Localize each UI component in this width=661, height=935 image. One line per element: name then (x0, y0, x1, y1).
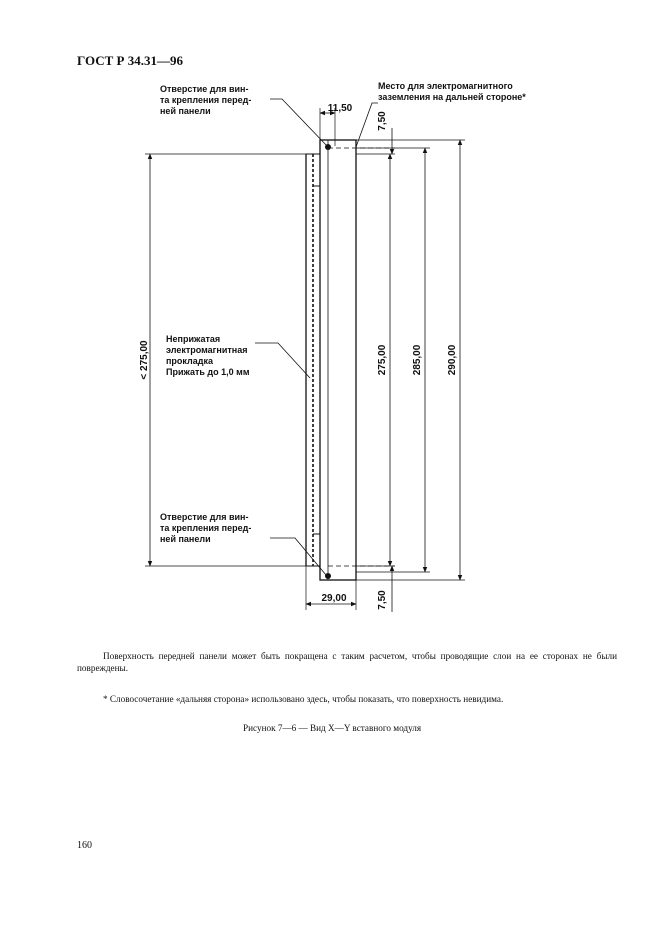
emc-place-label-line-1: Место для электромагнитного (378, 81, 513, 91)
top-hole-label-line-1: Отверстие для вин- (160, 84, 249, 94)
emc-place-leader (356, 103, 378, 147)
bottom-screw-hole (325, 573, 331, 579)
dim-text-275-left: < 275,00 (139, 340, 150, 380)
gasket-leader (255, 343, 310, 378)
figure-caption: Рисунок 7—6 — Вид X—Y вставного модуля (243, 723, 422, 733)
emc-place-label-line-2: заземления на дальней стороне* (378, 92, 526, 102)
standard-header: ГОСТ Р 34.31—96 (77, 53, 183, 68)
body-paragraph: Поверхность передней панели может быть покращена с таким расчетом, чтобы проводящие слои на ее сторонах не были повреждены. (77, 651, 617, 673)
bottom-hole-label-line-1: Отверстие для вин- (160, 512, 249, 522)
dim-text-285: 285,00 (412, 344, 423, 376)
gasket-label-line-3: прокладка (166, 356, 213, 366)
module-body-outline (320, 140, 356, 580)
bottom-hole-label-line-2: та крепления перед- (160, 523, 252, 533)
dim-text-275: 275,00 (377, 344, 388, 376)
top-hole-label-line-3: ней панели (160, 106, 211, 116)
top-hole-leader (270, 99, 328, 147)
page-number: 160 (77, 840, 92, 851)
top-hole-label-line-2: та крепления перед- (160, 95, 252, 105)
dim-text-29: 29,00 (321, 593, 347, 604)
gasket-label-line-1: Неприжатая (166, 334, 221, 344)
dim-text-7-50-top: 7,50 (377, 111, 388, 131)
bottom-hole-label-line-3: ней панели (160, 534, 211, 544)
dim-text-290: 290,00 (447, 344, 458, 376)
footnote: * Словосочетание «дальняя сторона» использовано здесь, чтобы показать, что поверхность невидима. (103, 694, 504, 704)
top-bracket (313, 154, 320, 186)
dim-text-7-50-bottom: 7,50 (377, 590, 388, 610)
gasket-label-line-4: Прижать до 1,0 мм (166, 367, 250, 377)
gasket-label-line-2: электромагнитная (166, 345, 248, 355)
dim-text-11-50: 11,50 (327, 103, 353, 114)
bottom-hole-leader (270, 538, 326, 575)
